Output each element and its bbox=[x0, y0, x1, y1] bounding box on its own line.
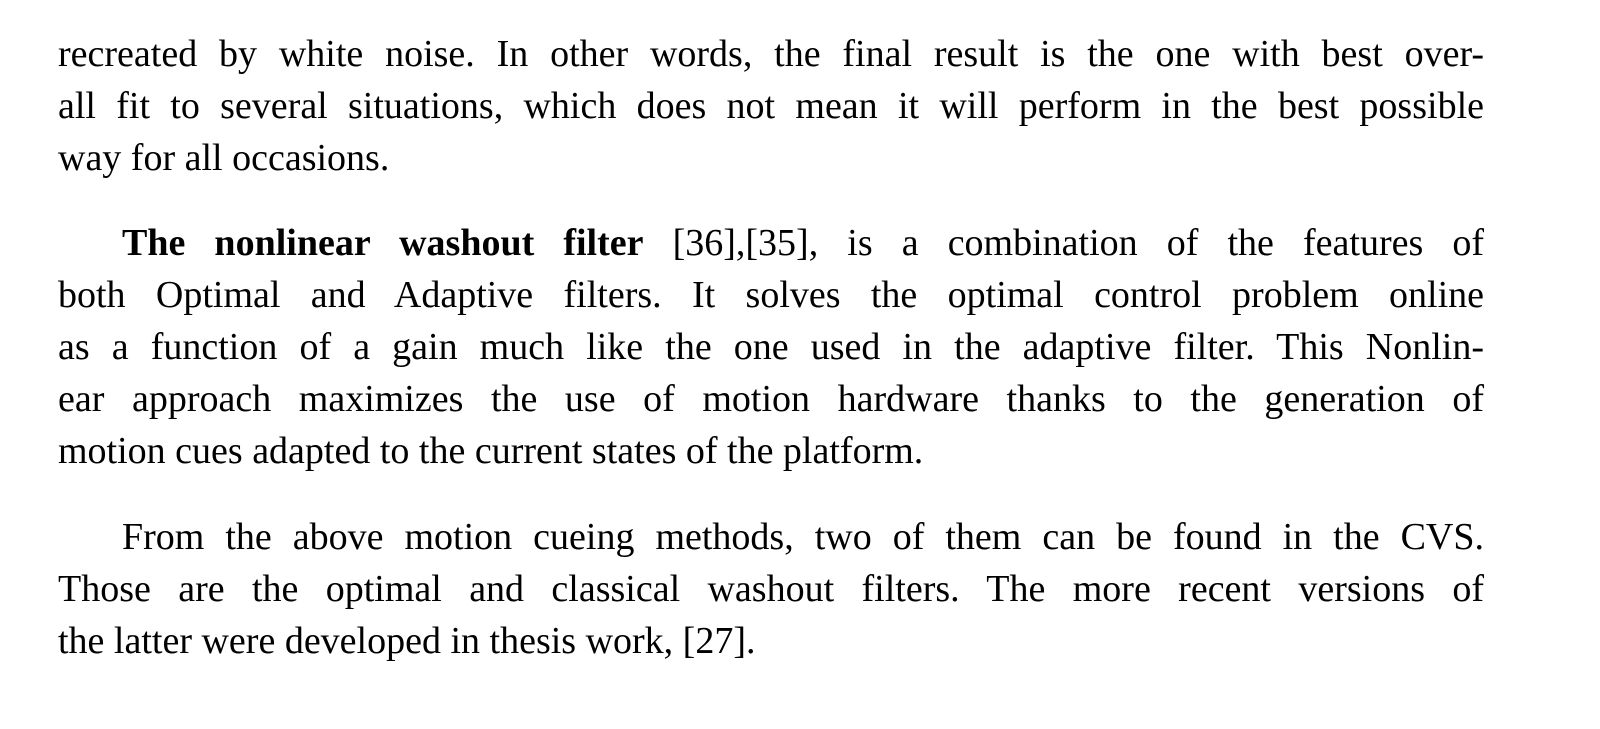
text-line: as a function of a gain much like the one used in the adaptive filter. This Nonlin- bbox=[58, 326, 1484, 368]
text-line: all fit to several situations, which does not mean it will perform in the best possible bbox=[58, 85, 1484, 127]
text-line: both Optimal and Adaptive filters. It solves the optimal control problem online bbox=[58, 274, 1484, 316]
bold-term: The nonlinear washout filter bbox=[122, 222, 644, 264]
text-line: the latter were developed in thesis work, [27]. bbox=[58, 620, 756, 662]
text-line: ear approach maximizes the use of motion hardware thanks to the generation of bbox=[58, 378, 1484, 420]
text-line bbox=[58, 217, 1484, 269]
paragraph-3 bbox=[58, 511, 1484, 667]
text-line: recreated by white noise. In other words, the final result is the one with best over- bbox=[58, 33, 1484, 75]
text-line: motion cues adapted to the current states of the platform. bbox=[58, 430, 924, 472]
citation-text: [36],[35], is a combination of the features of bbox=[643, 222, 1485, 264]
document-page bbox=[58, 28, 1484, 667]
paragraph-spacer bbox=[58, 477, 1484, 511]
paragraph-2 bbox=[58, 217, 1484, 477]
text-line: way for all occasions. bbox=[58, 137, 390, 179]
paragraph-1 bbox=[58, 28, 1484, 184]
text-line: Those are the optimal and classical washout filters. The more recent versions of bbox=[58, 568, 1484, 610]
text-line: From the above motion cueing methods, two of them can be found in the CVS. bbox=[122, 516, 1484, 558]
paragraph-spacer bbox=[58, 184, 1484, 217]
